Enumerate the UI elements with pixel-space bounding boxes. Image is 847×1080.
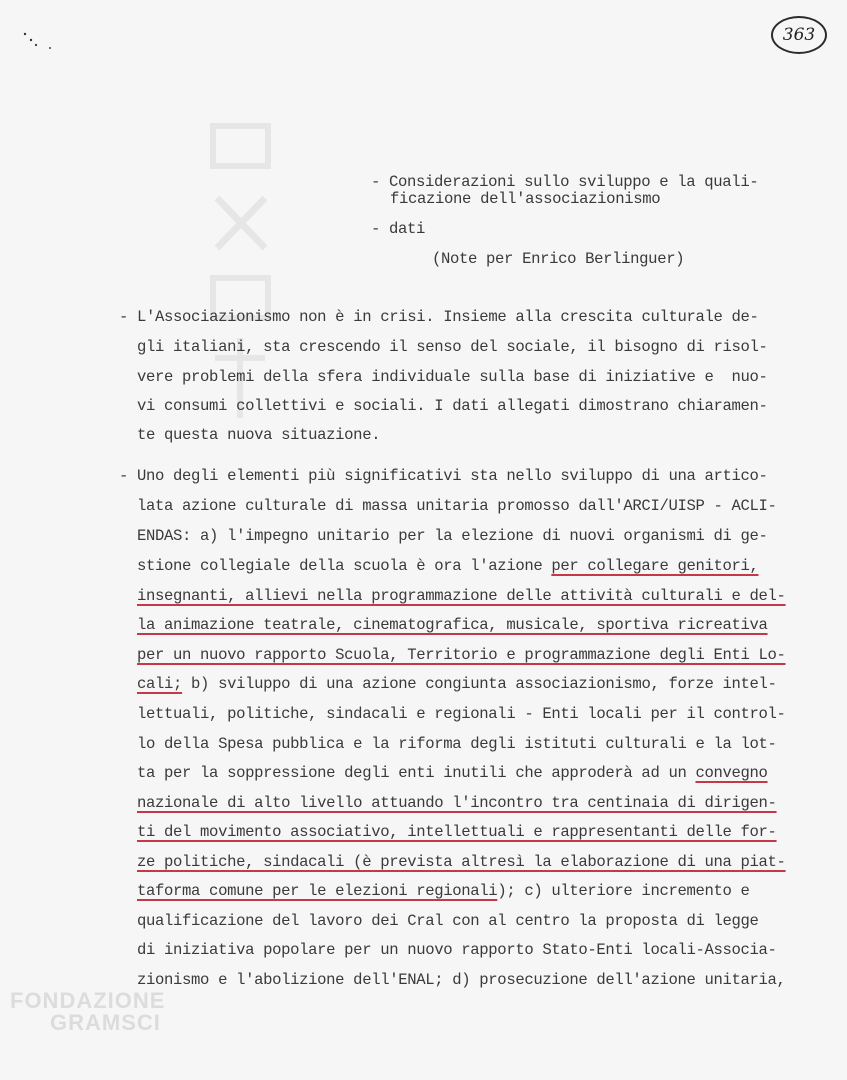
para2-line-15-underlined: taforma comune per le elezioni regionali xyxy=(137,882,498,900)
header-item-1-line-1: - Considerazioni sullo sviluppo e la quali- xyxy=(371,173,759,191)
para2-line-13: ti del movimento associativo, intellettuali e rappresentanti delle for- xyxy=(137,823,777,841)
para2-line-8-text: b) sviluppo di una azione congiunta associazionismo, forze intel- xyxy=(182,675,777,693)
para2-line-16: qualificazione del lavoro dei Cral con al centro la proposta di legge xyxy=(137,912,759,930)
para2-line-15 xyxy=(137,881,750,901)
para2-line-3: ENDAS: a) l'impegno unitario per la elezione di nuovi organismi di ge- xyxy=(137,527,768,545)
watermark-line-1: FONDAZIONE xyxy=(10,988,166,1013)
para2-line-8-underlined: cali; xyxy=(137,675,183,693)
para2-line-6: la animazione teatrale, cinematografica, musicale, sportiva ricreativa xyxy=(137,616,768,634)
header-note: (Note per Enrico Berlinguer) xyxy=(432,250,685,268)
para2-line-1: - Uno degli elementi più significativi sta nello sviluppo di una artico- xyxy=(119,467,768,485)
watermark-line-2: GRAMSCI xyxy=(50,1010,161,1035)
header-item-1-line-2: ficazione dell'associazionismo xyxy=(390,190,661,208)
para2-line-8 xyxy=(137,674,777,694)
para2-line-14: ze politiche, sindacali (è prevista altresì la elaborazione di una piat- xyxy=(137,853,786,871)
para2-line-5: insegnanti, allievi nella programmazione delle attività culturali e del- xyxy=(137,587,786,605)
foundation-watermark xyxy=(10,990,165,1034)
para1-line-1: - L'Associazionismo non è in crisi. Insieme alla crescita culturale de- xyxy=(119,308,759,326)
para2-line-11-text: ta per la soppressione degli enti inutili che approderà ad un xyxy=(137,764,696,782)
para2-line-2: lata azione culturale di massa unitaria promosso dall'ARCI/UISP - ACLI- xyxy=(137,497,777,515)
para2-line-11-underlined: convegno xyxy=(695,764,768,782)
para2-line-10: lo della Spesa pubblica e la riforma degli istituti culturali e la lot- xyxy=(137,735,777,753)
para2-line-7: per un nuovo rapporto Scuola, Territorio e programmazione degli Enti Lo- xyxy=(137,646,786,664)
paper-specks xyxy=(22,18,62,58)
para2-line-4-text: stione collegiale della scuola è ora l'azione xyxy=(137,557,552,575)
para2-line-4 xyxy=(137,556,759,576)
para2-line-17: di iniziativa popolare per un nuovo rapporto Stato-Enti locali-Associa- xyxy=(137,941,777,959)
para2-line-11 xyxy=(137,763,768,783)
para1-line-4: vi consumi collettivi e sociali. I dati allegati dimostrano chiaramen- xyxy=(137,397,768,415)
para2-line-4-underlined: per collegare genitori, xyxy=(551,557,759,575)
para2-line-12: nazionale di alto livello attuando l'incontro tra centinaia di dirigen- xyxy=(137,794,777,812)
para1-line-5: te questa nuova situazione. xyxy=(137,426,381,444)
para2-line-18: zionismo e l'abolizione dell'ENAL; d) prosecuzione dell'azione unitaria, xyxy=(137,971,786,989)
page-number-circled: 363 xyxy=(771,16,827,54)
para2-line-15-text: ); c) ulteriore incremento e xyxy=(497,882,750,900)
header-item-2: - dati xyxy=(371,220,426,238)
para1-line-2: gli italiani, sta crescendo il senso del sociale, il bisogno di risol- xyxy=(137,338,768,356)
para2-line-9: lettuali, politiche, sindacali e regionali - Enti locali per il control- xyxy=(137,705,786,723)
para1-line-3: vere problemi della sfera individuale sulla base di iniziative e nuo- xyxy=(137,368,768,386)
